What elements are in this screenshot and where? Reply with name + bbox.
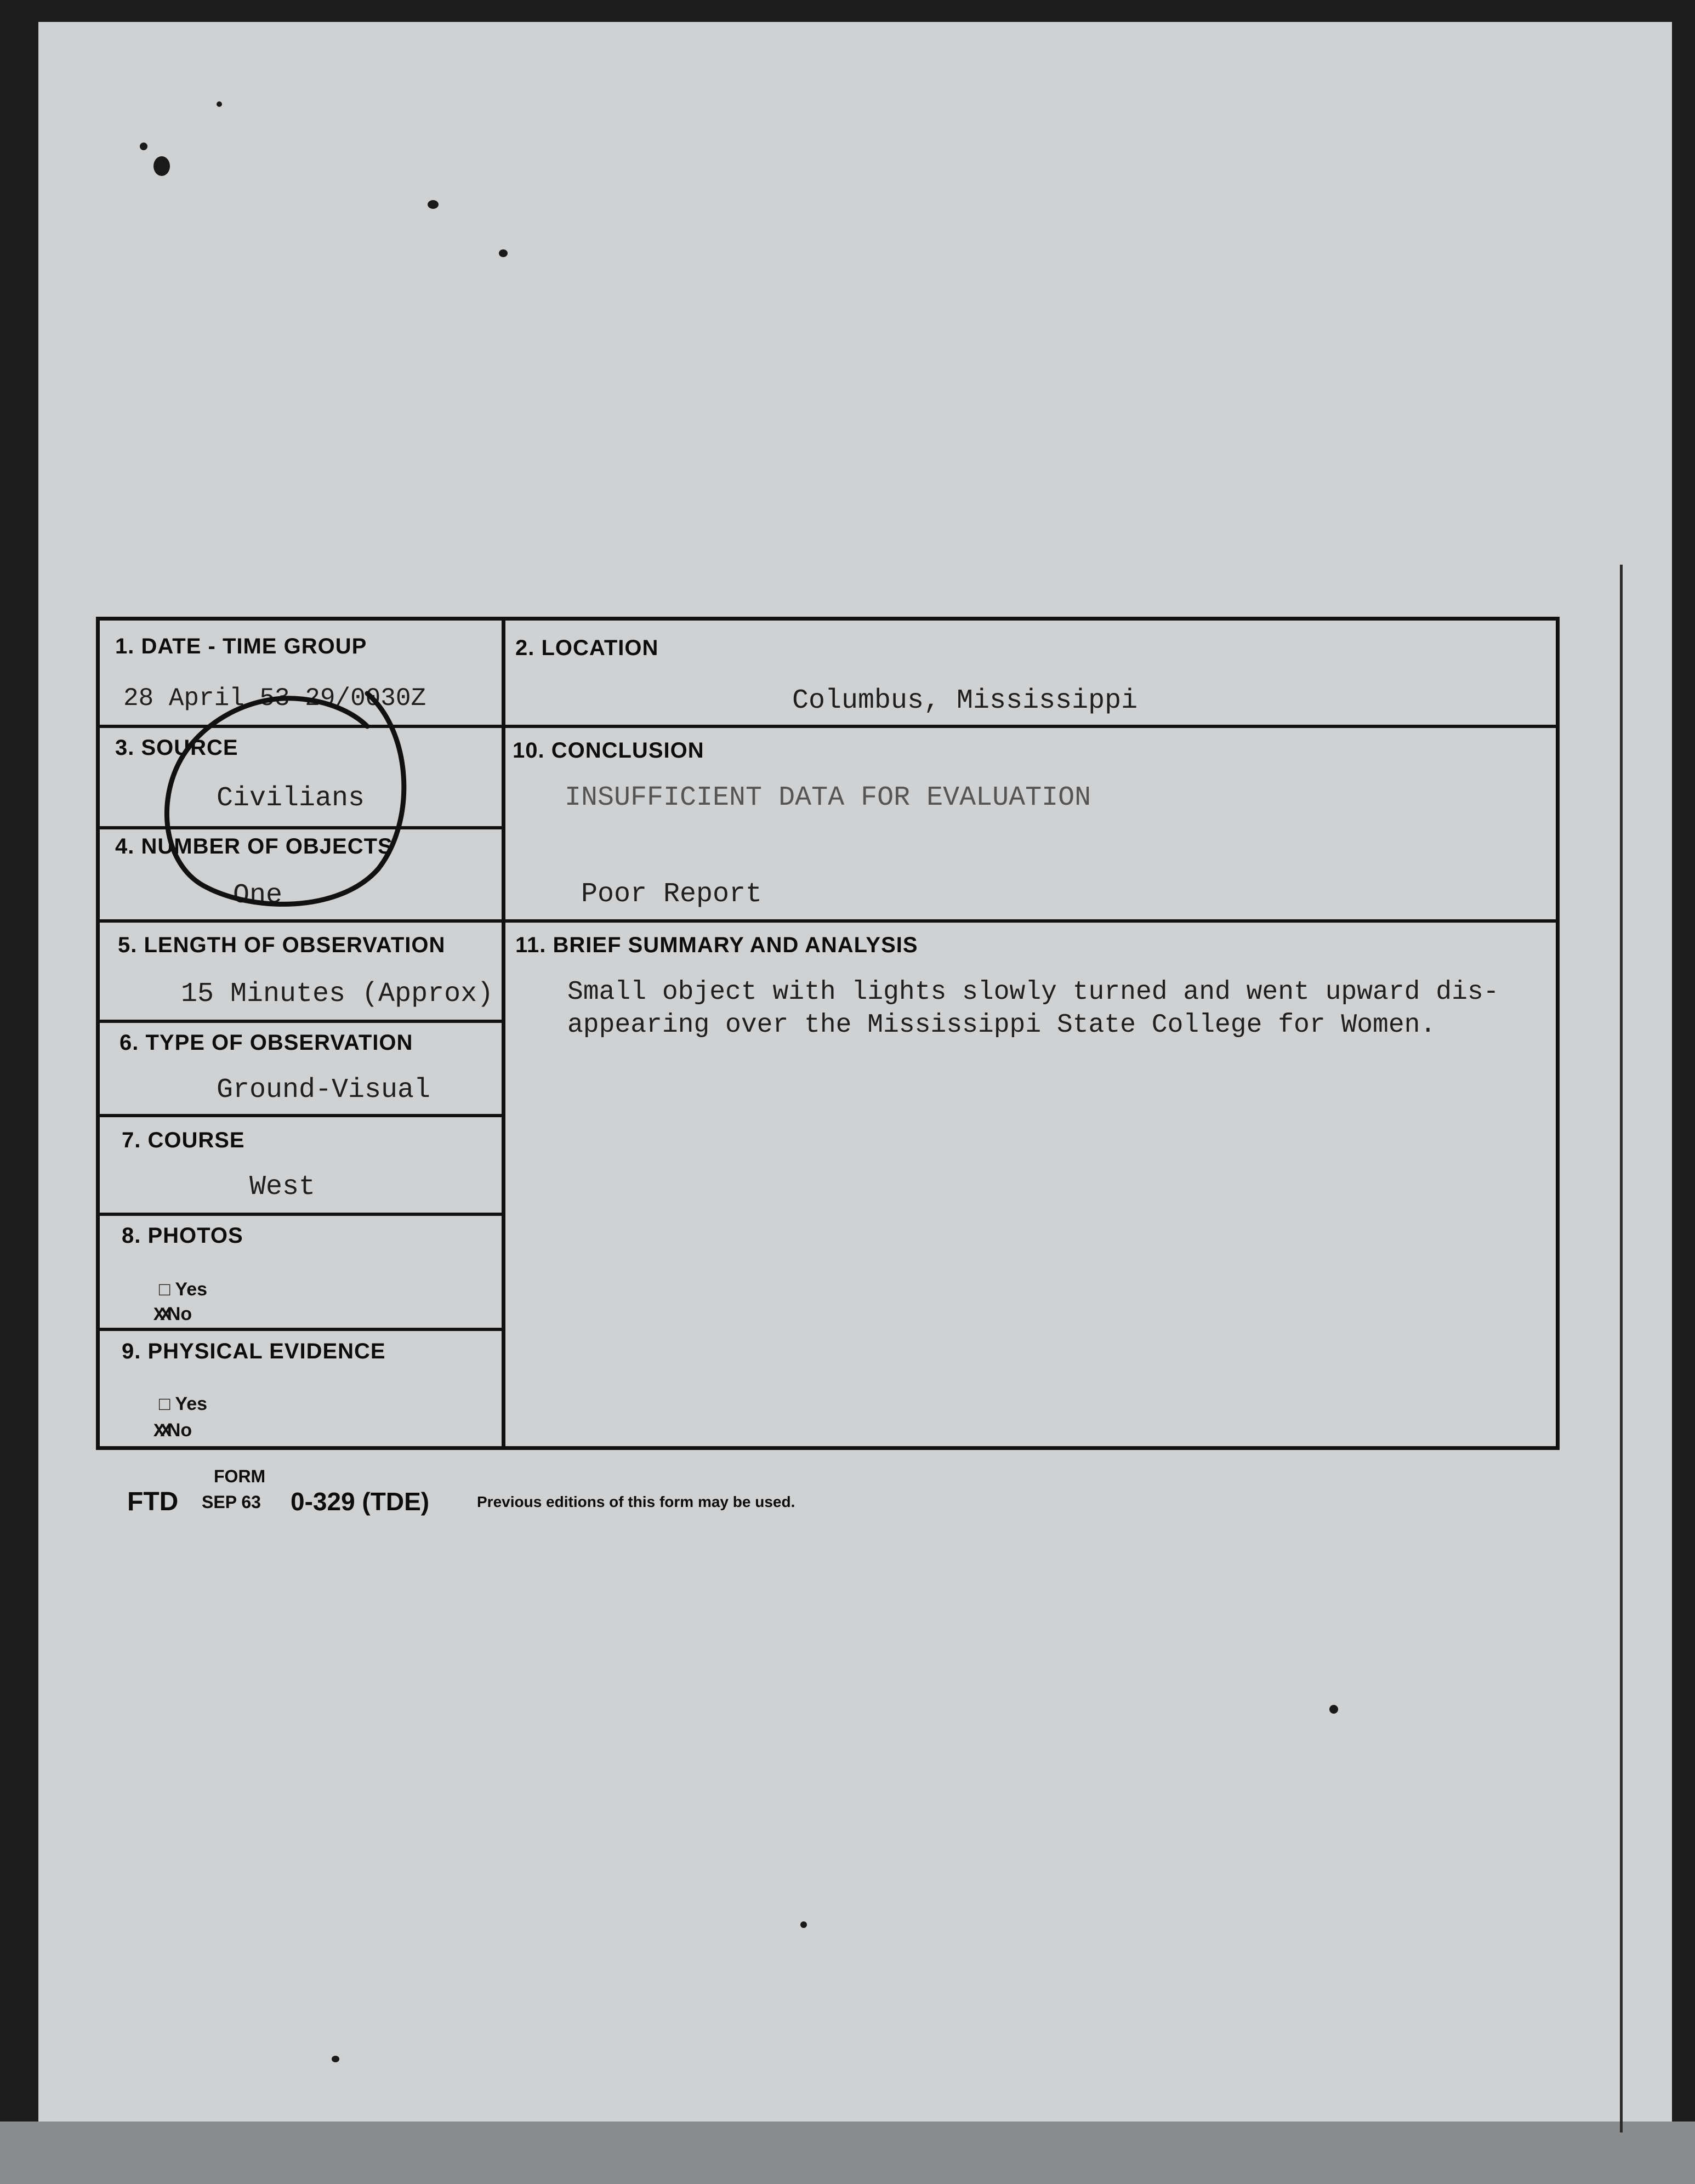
source-label: 3. SOURCE (115, 736, 238, 760)
scan-edge-line (1620, 565, 1623, 2132)
location-value: Columbus, Mississippi (792, 685, 1138, 716)
conclusion-value: INSUFFICIENT DATA FOR EVALUATION (565, 782, 1091, 814)
course-value: West (249, 1171, 316, 1203)
row-divider (100, 1114, 502, 1117)
column-divider (502, 621, 505, 1446)
physical-evidence-no-label: No (167, 1420, 192, 1441)
checkbox-empty-icon: □ (159, 1279, 170, 1300)
checkbox-marked-icon: XX (153, 1421, 167, 1442)
course-label: 7. COURSE (122, 1128, 245, 1152)
photos-no-label: No (167, 1304, 192, 1324)
footer-ftd: FTD (127, 1487, 179, 1516)
scan-speck (800, 1921, 807, 1928)
photos-yes-label: Yes (175, 1279, 208, 1300)
footer-note: Previous editions of this form may be used. (477, 1493, 795, 1510)
row-divider (100, 1328, 502, 1331)
row-divider (100, 1213, 502, 1216)
scan-speck (499, 249, 508, 257)
date-time-group-value: 28 April 53 29/0030Z (123, 684, 426, 713)
scan-bottom-strip (0, 2122, 1695, 2184)
number-of-objects-value: One (233, 880, 283, 911)
scan-speck (153, 156, 170, 176)
type-of-observation-label: 6. TYPE OF OBSERVATION (120, 1031, 413, 1055)
row-divider (100, 919, 502, 923)
conclusion-label: 10. CONCLUSION (513, 738, 704, 763)
handdrawn-circle (159, 682, 417, 913)
photos-no-option (153, 1304, 192, 1326)
checkbox-empty-icon: □ (159, 1394, 170, 1414)
scan-speck (140, 143, 147, 150)
location-label: 2. LOCATION (515, 636, 659, 660)
footer-form-number: 0-329 (TDE) (291, 1487, 430, 1516)
scan-speck (332, 2056, 339, 2062)
physical-evidence-label: 9. PHYSICAL EVIDENCE (122, 1339, 386, 1363)
row-divider (502, 919, 1556, 923)
type-of-observation-value: Ground-Visual (217, 1074, 431, 1106)
length-of-observation-label: 5. LENGTH OF OBSERVATION (118, 933, 446, 957)
checkbox-marked-icon: XX (153, 1305, 167, 1326)
footer-form-word: FORM (214, 1466, 266, 1486)
summary-label: 11. BRIEF SUMMARY AND ANALYSIS (515, 933, 918, 957)
scan-speck (217, 101, 222, 107)
date-time-group-label: 1. DATE - TIME GROUP (115, 634, 367, 658)
photos-label: 8. PHOTOS (122, 1224, 243, 1248)
summary-line-2: appearing over the Mississippi State College for Women. (567, 1010, 1436, 1040)
conclusion-note: Poor Report (581, 879, 763, 910)
scan-speck (1329, 1705, 1338, 1714)
physical-evidence-no-option (153, 1420, 192, 1442)
footer-date-code: SEP 63 (202, 1492, 261, 1512)
physical-evidence-yes-label: Yes (175, 1394, 208, 1414)
number-of-objects-label: 4. NUMBER OF OBJECTS (115, 834, 393, 858)
physical-evidence-yes-option (159, 1394, 207, 1415)
length-of-observation-value: 15 Minutes (Approx) (181, 979, 494, 1010)
source-value: Civilians (217, 783, 365, 814)
photos-yes-option (159, 1279, 207, 1300)
row-divider (100, 1020, 502, 1023)
scan-speck (428, 200, 439, 209)
summary-line-1: Small object with lights slowly turned and went upward dis- (567, 977, 1499, 1007)
